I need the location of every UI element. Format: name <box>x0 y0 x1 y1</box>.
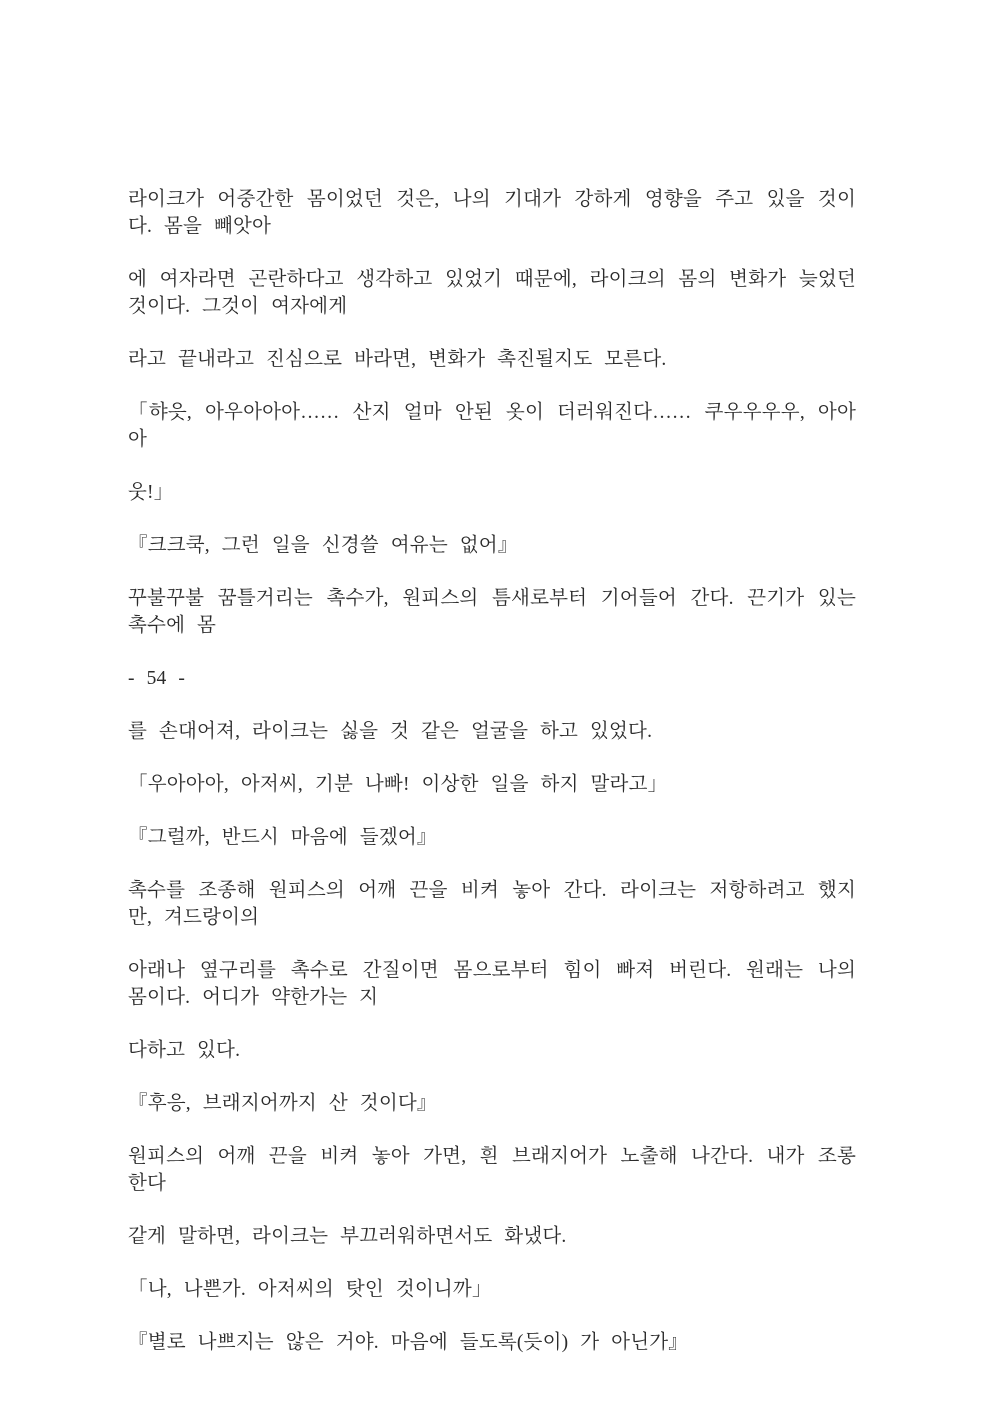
paragraph: 다하고 있다. <box>128 1040 241 1061</box>
paragraph: 라이크가 어중간한 몸이었던 것은, 나의 기대가 강하게 영향을 주고 있을 것이다. 몸을 빼앗아 <box>128 189 856 237</box>
paragraph: 촉수를 조종해 원피스의 어깨 끈을 비켜 놓아 간다. 라이크는 저항하려고 했지만, 겨드랑이의 <box>128 880 856 928</box>
paragraph: 라고 끝내라고 진심으로 바라면, 변화가 촉진될지도 모른다. <box>128 349 667 370</box>
dialogue-line: 「우아아아, 아저씨, 기분 나빠! 이상한 일을 하지 말라고」 <box>128 774 668 795</box>
paragraph: 같게 말하면, 라이크는 부끄러워하면서도 화냈다. <box>128 1226 567 1247</box>
paragraph: 에 여자라면 곤란하다고 생각하고 있었기 때문에, 라이크의 몸의 변화가 늦었던 것이다. 그것이 여자에게 <box>128 269 856 317</box>
page-number: - 54 - <box>128 668 186 689</box>
text-column <box>128 186 856 1382</box>
dialogue-line: 『별로 나쁘지는 않은 거야. 마음에 들도록(듯이) 가 아닌가』 <box>128 1332 688 1353</box>
dialogue-line: 『크크쿡, 그런 일을 신경쓸 여유는 없어』 <box>128 535 518 556</box>
paragraph: 원피스의 어깨 끈을 비켜 놓아 가면, 흰 브래지어가 노출해 나간다. 내가 조롱한다 <box>128 1146 856 1194</box>
dialogue-line: 「나, 나쁜가. 아저씨의 탓인 것이니까」 <box>128 1279 492 1300</box>
dialogue-line: 「햐읏, 아우아아아…… 산지 얼마 안된 옷이 더러워진다…… 쿠우우우우, 아아아 <box>128 402 856 450</box>
paragraph: 아래나 옆구리를 촉수로 간질이면 몸으로부터 힘이 빠져 버린다. 원래는 나의 몸이다. 어디가 약한가는 지 <box>128 960 856 1008</box>
dialogue-line: 『그럴까, 반드시 마음에 들겠어』 <box>128 827 437 848</box>
dialogue-line: 웃!」 <box>128 482 174 503</box>
dialogue-line: 『후응, 브래지어까지 산 것이다』 <box>128 1093 437 1114</box>
paragraph: 꾸불꾸불 꿈틀거리는 촉수가, 원피스의 틈새로부터 기어들어 간다. 끈기가 있는 촉수에 몸 <box>128 588 856 636</box>
paragraph: 를 손대어져, 라이크는 싫을 것 같은 얼굴을 하고 있었다. <box>128 721 653 742</box>
